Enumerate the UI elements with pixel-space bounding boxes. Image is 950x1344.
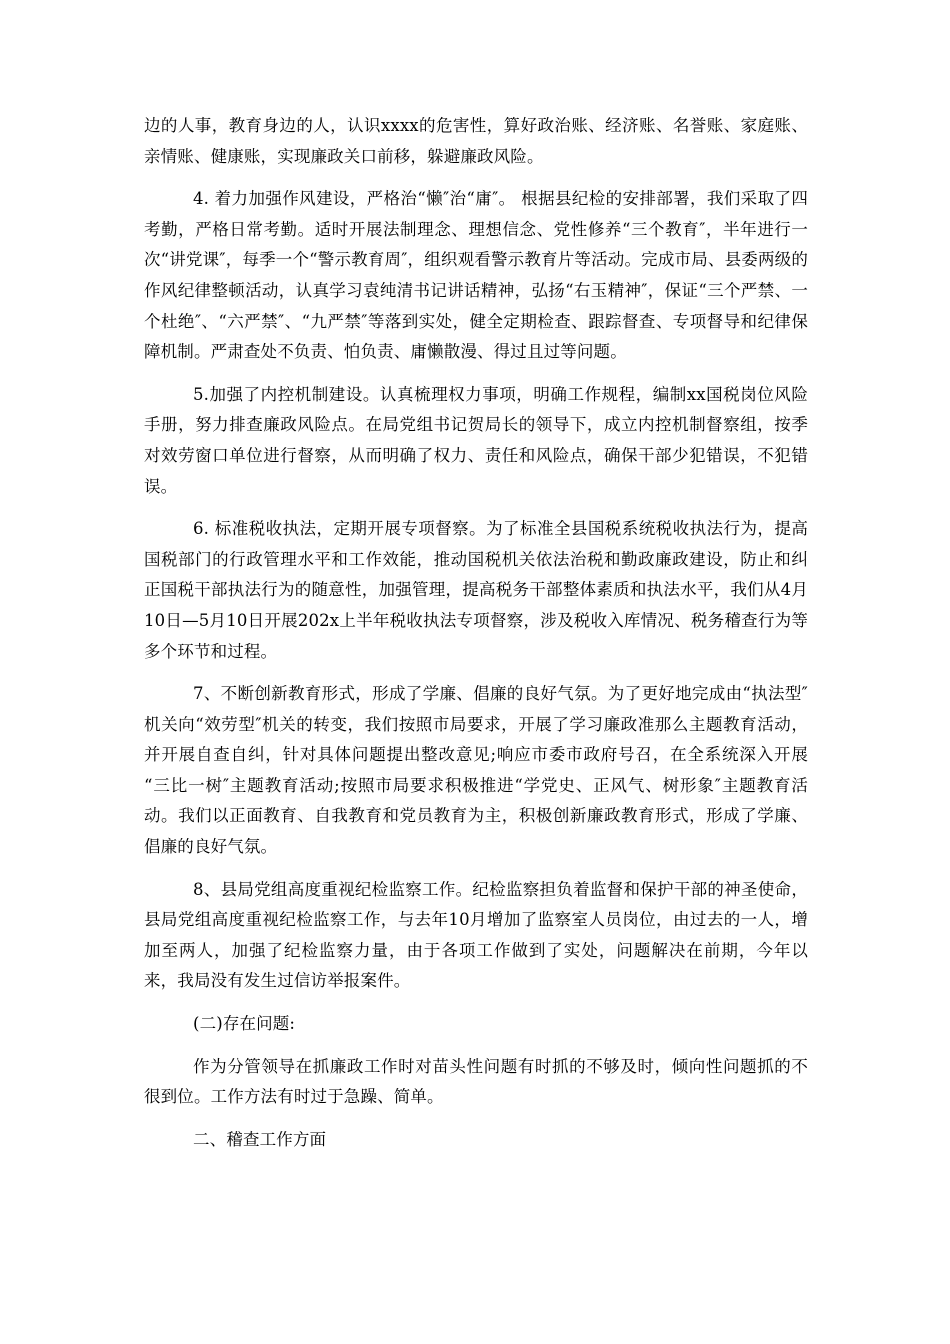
paragraph-item-5: 5.加强了内控机制建设。认真梳理权力事项，明确工作规程，编制xx国税岗位风险手册，努力排查廉政风险点。在局党组书记贺局长的领导下，成立内控机制督察组，按季对效劳窗口单位进行督察，从而明确了权力、责任和风险点，确保干部少犯错误，不犯错误。 xyxy=(144,384,808,496)
paragraph-item-7: 7、不断创新教育形式，形成了学廉、倡廉的良好气氛。为了更好地完成由“执法型″机关向“效劳型″机关的转变，我们按照市局要求，开展了学习廉政准那么主题教育活动，并开展自查自纠，针对具体问题提出整改意见;响应市委市政府号召，在全系统深入开展 “三比一树″主题教育活动;按照市局要求积极推进“学党史、正风气、树形象″主题教育活动。我们以正面教育、自我教育和党员教育为主，积极创新廉政教育形式，形成了学廉、倡廉的良好气氛。 xyxy=(144,684,808,857)
paragraph-item-4: 4. 着力加强作风建设，严格治“懒″治“庸″。 根据县纪检的安排部署，我们采取了四考勤，严格日常考勤。适时开展法制理念、理想信念、党性修养“三个教育″，半年进行一次“讲党课″，每季一个“警示教育周″，组织观看警示教育片等活动。完成市局、县委两级的作风纪律整顿活动，认真学习袁纯清书记讲话精神，弘扬“右玉精神″，保证“三个严禁、一个杜绝″、“六严禁″、“九严禁″等落到实处，健全定期检查、跟踪督查、专项督导和纪律保障机制。严肃查处不负责、怕负责、庸懒散漫、得过且过等问题。 xyxy=(144,189,808,362)
paragraph-item-8: 8、县局党组高度重视纪检监察工作。纪检监察担负着监督和保护干部的神圣使命，县局党组高度重视纪检监察工作，与去年10月增加了监察室人员岗位，由过去的一人，增加至两人，加强了纪检监察力量，由于各项工作做到了实处，问题解决在前期，今年以来，我局没有发生过信访举报案件。 xyxy=(144,879,808,991)
paragraph-continuation: 边的人事，教育身边的人，认识xxxx的危害性，算好政治账、经济账、名誉账、家庭账、亲情账、健康账，实现廉政关口前移，躲避廉政风险。 xyxy=(144,116,808,166)
paragraph-item-6: 6. 标准税收执法，定期开展专项督察。为了标准全县国税系统税收执法行为，提高国税部门的行政管理水平和工作效能，推动国税机关依法治税和勤政廉政建设，防止和纠正国税干部执法行为的随意性，加强管理，提高税务干部整体素质和执法水平，我们从4月10日—5月10日开展202x上半年税收执法专项督察，涉及税收入库情况、税务稽查行为等多个环节和过程。 xyxy=(144,519,808,661)
section-heading-problems: (二)存在问题: xyxy=(193,1014,296,1034)
paragraph-problems: 作为分管领导在抓廉政工作时对苗头性问题有时抓的不够及时，倾向性问题抓的不很到位。工作方法有时过于急躁、简单。 xyxy=(144,1056,808,1107)
section-heading-inspection: 二、稽查工作方面 xyxy=(193,1129,327,1149)
document-body xyxy=(144,111,808,1167)
